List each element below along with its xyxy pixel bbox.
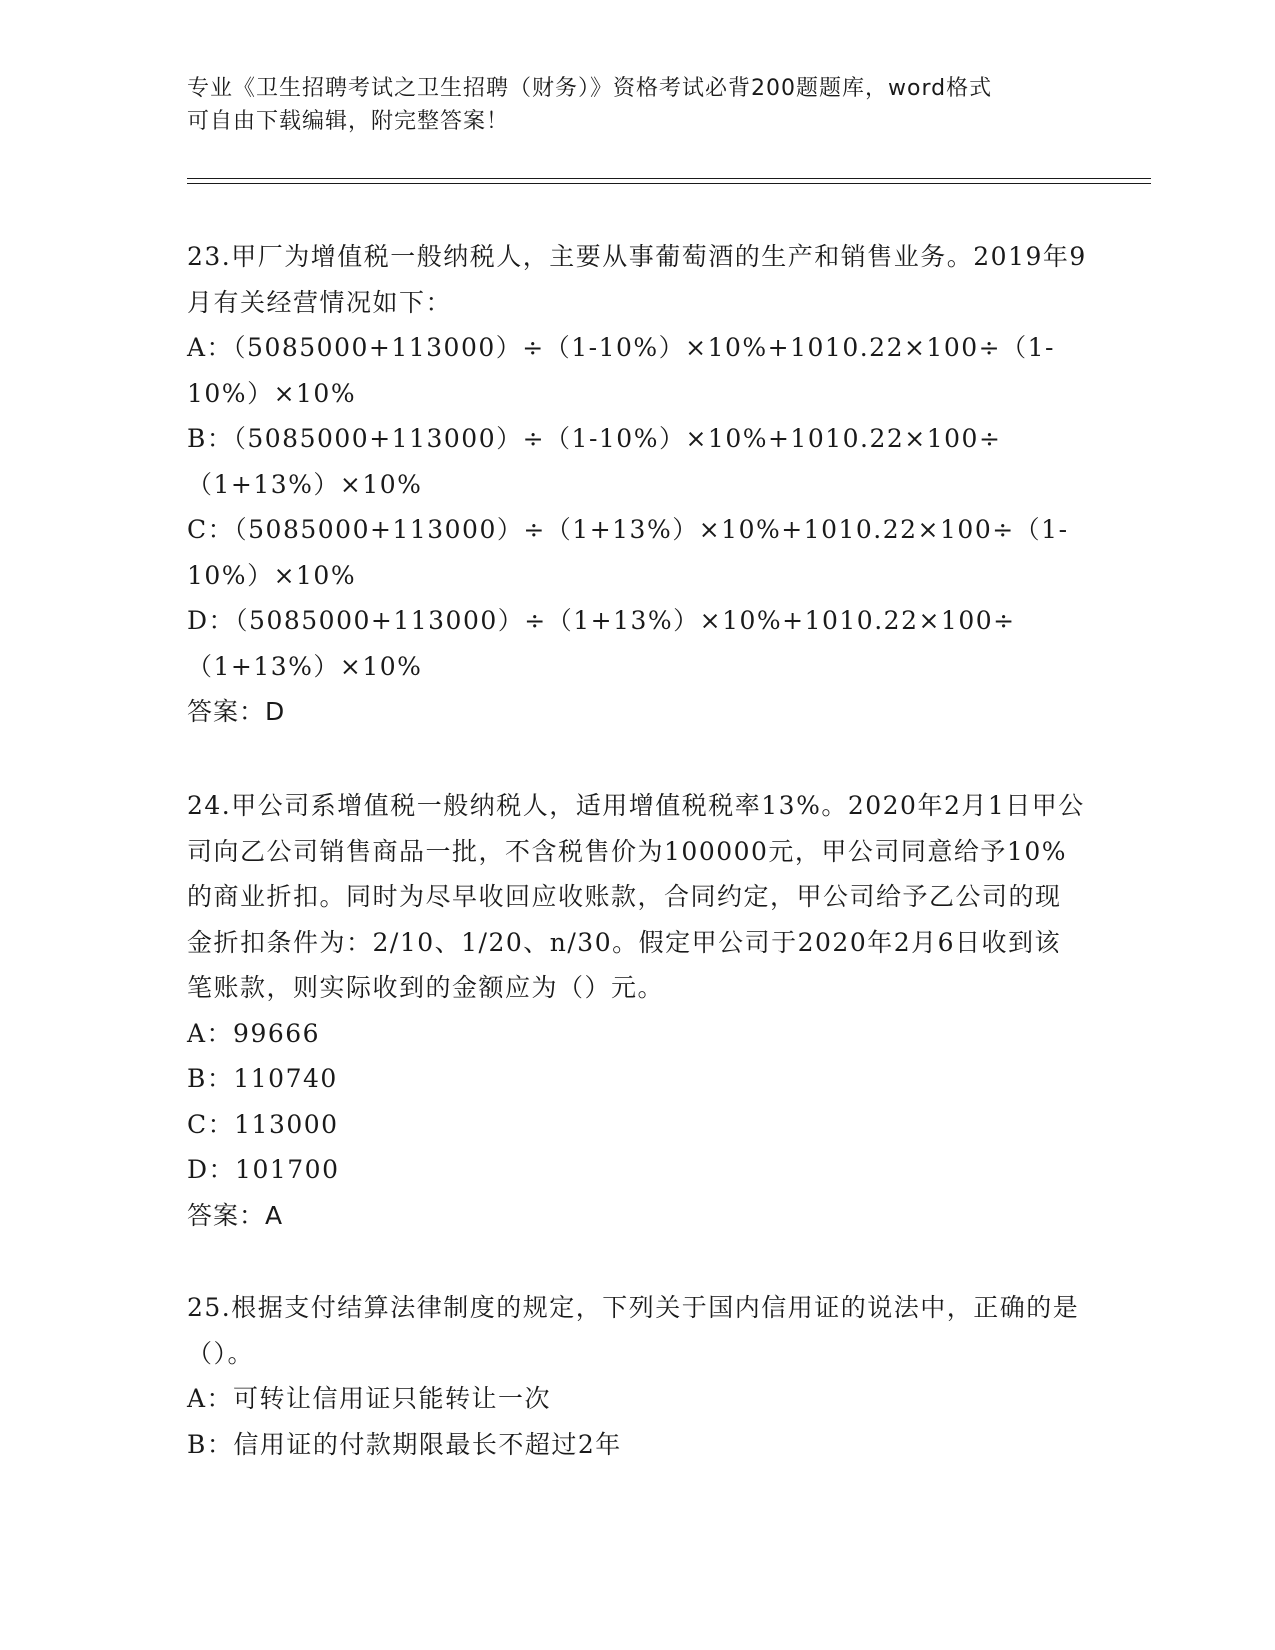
option-d: D：101700 bbox=[187, 1155, 340, 1184]
answer-line: 答案：D bbox=[187, 697, 286, 726]
question-25 bbox=[187, 1285, 1087, 1467]
question-stem: 23.甲厂为增值税一般纳税人，主要从事葡萄酒的生产和销售业务。2019年9月有关经营情况如下： bbox=[187, 242, 1087, 317]
header-divider bbox=[187, 178, 1151, 179]
option-d: D：（5085000+113000）÷（1+13%）×10%+1010.22×100÷（1+13%）×10% bbox=[187, 606, 1016, 681]
document-header bbox=[187, 72, 1067, 138]
header-title-line-1: 专业《卫生招聘考试之卫生招聘（财务）》资格考试必背200题题库，word格式 bbox=[187, 76, 993, 101]
option-b: B：信用证的付款期限最长不超过2年 bbox=[187, 1429, 622, 1459]
question-stem: 24.甲公司系增值税一般纳税人，适用增值税税率13%。2020年2月1日甲公司向乙公司销售商品一批，不含税售价为100000元，甲公司同意给予10%的商业折扣。同时为尽早收回应收账款，合同约定，甲公司给予乙公司的现金折扣条件为：2/10、1/20、n/30。假定甲公司于2020年2月6日收到该笔账款，则实际收到的金额应为（）元。 bbox=[187, 791, 1085, 1002]
option-b: B：110740 bbox=[187, 1064, 338, 1093]
answer-line: 答案：A bbox=[187, 1200, 284, 1230]
header-divider-double bbox=[187, 183, 1151, 184]
option-a: A：可转让信用证只能转让一次 bbox=[187, 1384, 552, 1413]
question-23 bbox=[187, 234, 1087, 735]
option-b: B：（5085000+113000）÷（1-10%）×10%+1010.22×100÷（1+13%）×10% bbox=[187, 424, 1002, 499]
option-a: A：（5085000+113000）÷（1-10%）×10%+1010.22×100÷（1-10%）×10% bbox=[187, 333, 1055, 408]
question-24 bbox=[187, 783, 1087, 1238]
option-a: A：99666 bbox=[187, 1018, 321, 1048]
option-c: C：（5085000+113000）÷（1+13%）×10%+1010.22×100÷（1-10%）×10% bbox=[187, 515, 1069, 590]
header-title-line-2: 可自由下载编辑，附完整答案！ bbox=[187, 109, 510, 134]
question-stem: 25.根据支付结算法律制度的规定，下列关于国内信用证的说法中，正确的是（）。 bbox=[187, 1293, 1080, 1368]
option-c: C：113000 bbox=[187, 1109, 339, 1139]
